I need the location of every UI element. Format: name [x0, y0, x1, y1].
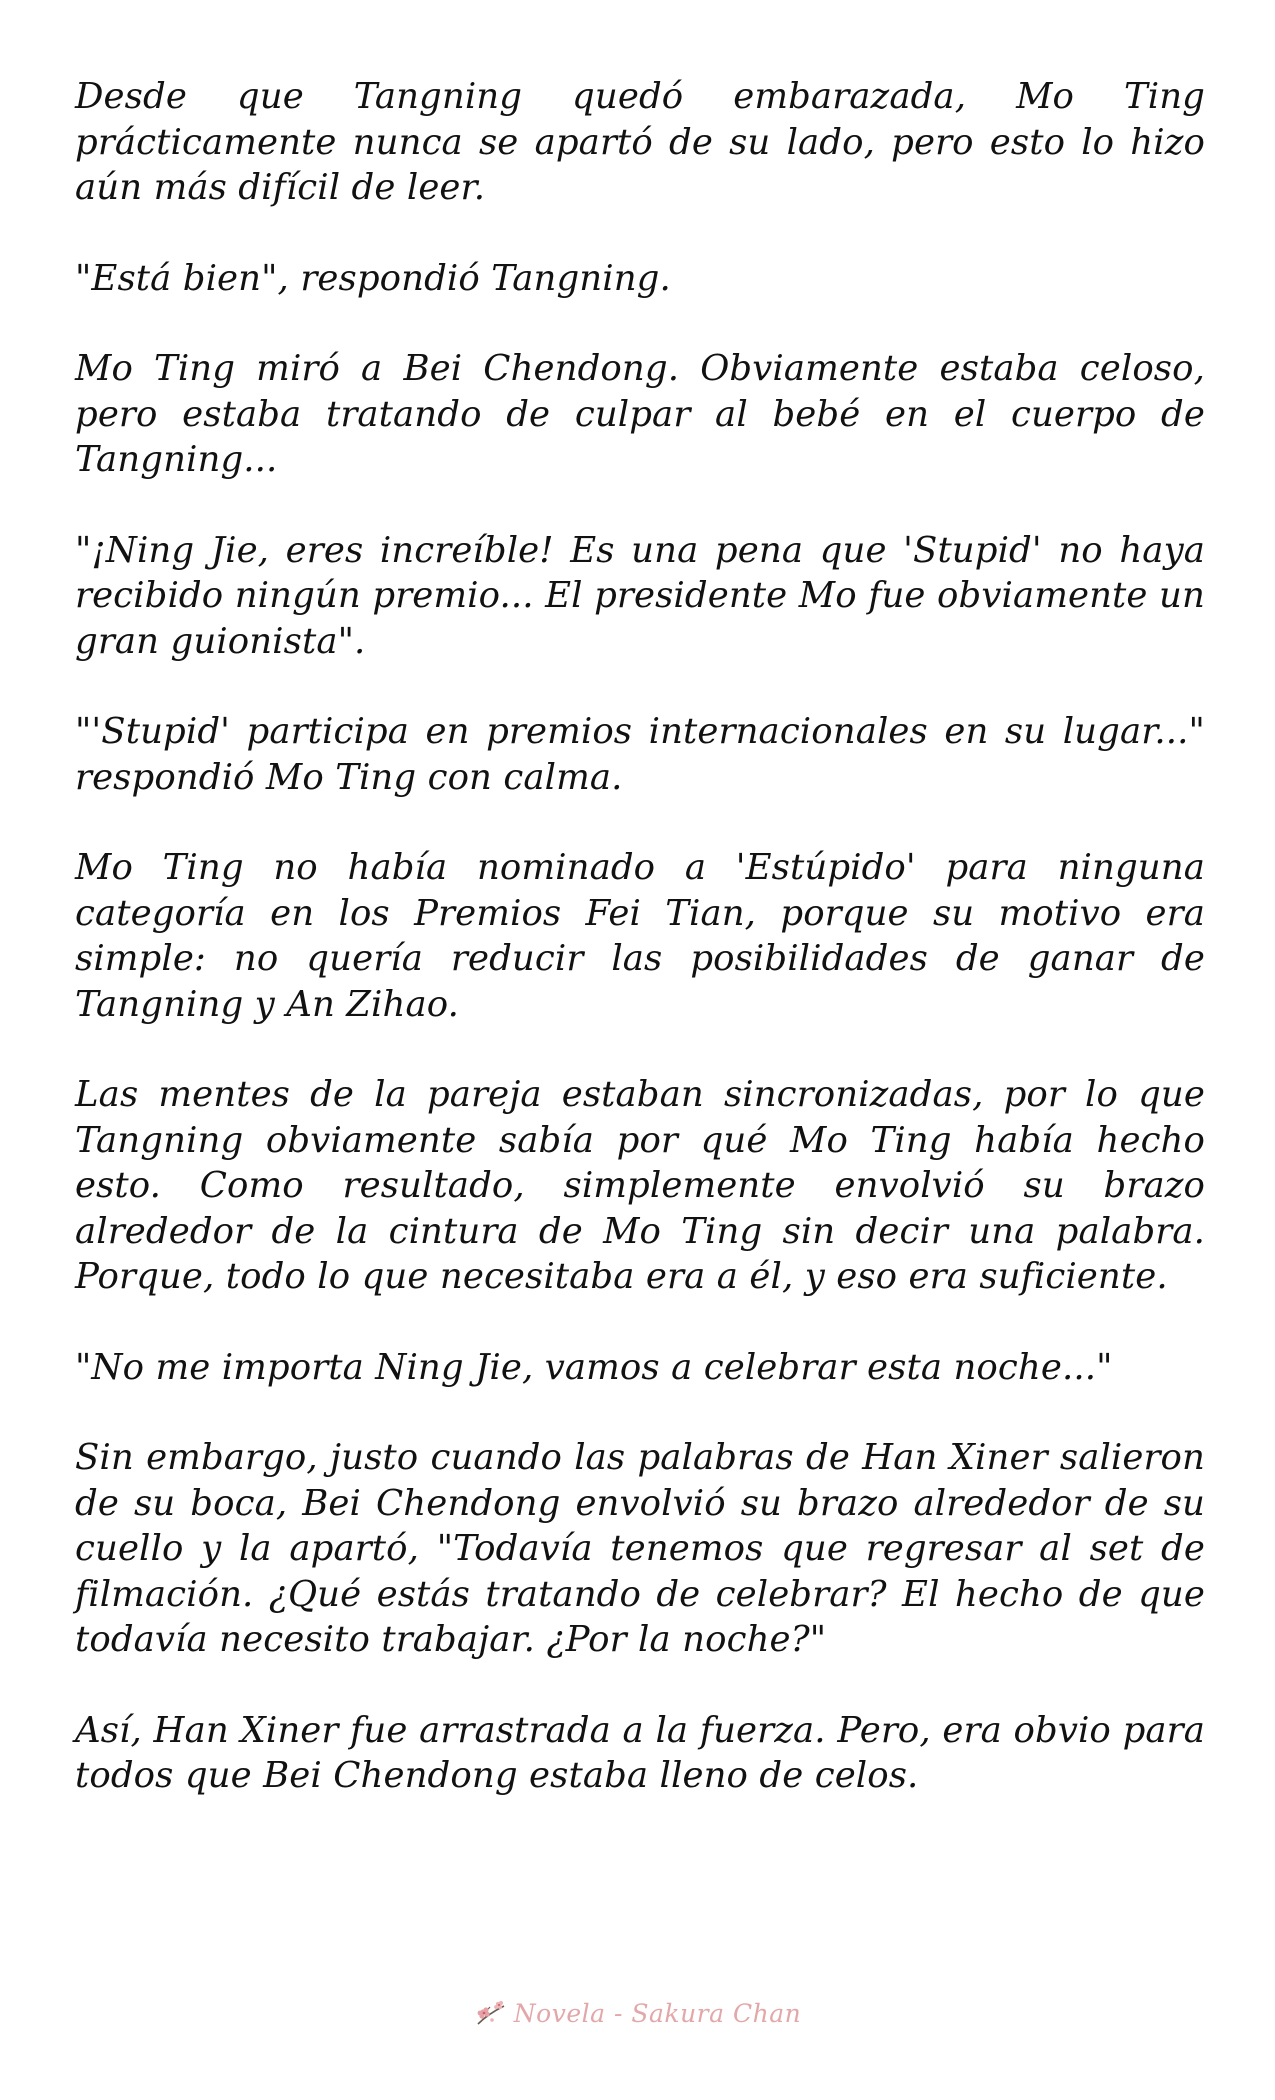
paragraph-5: "'Stupid' participa en premios internacionales en su lugar..." respondió Mo Ting con calma. [75, 711, 1205, 798]
cherry-blossom-icon [474, 1998, 508, 2028]
paragraph-10: Así, Han Xiner fue arrastrada a la fuerza. Pero, era obvio para todos que Bei Chendong estaba lleno de celos. [75, 1709, 1205, 1796]
paragraph-1: Desde que Tangning quedó embarazada, Mo Ting prácticamente nunca se apartó de su lado, pero esto lo hizo aún más difícil de leer. [75, 76, 1205, 208]
paragraph-6: Mo Ting no había nominado a 'Estúpido' para ninguna categoría en los Premios Fei Tian, porque su motivo era simple: no quería reducir las posibilidades de ganar de Tangning y An Zihao. [75, 847, 1205, 1025]
paragraph-7: Las mentes de la pareja estaban sincronizadas, por lo que Tangning obviamente sabía por qué Mo Ting había hecho esto. Como resultado, simplemente envolvió su brazo alrededor de la cintura de Mo Ting sin decir una palabra. Porque, todo lo que necesitaba era a él, y eso era suficiente. [75, 1074, 1205, 1297]
paragraph-2: "Está bien", respondió Tangning. [75, 257, 671, 299]
paragraph-9: Sin embargo, justo cuando las palabras de Han Xiner salieron de su boca, Bei Chendong envolvió su brazo alrededor de su cuello y la apartó, "Todavía tenemos que regresar al set de filmación. ¿Qué estás tratando de celebrar? El hecho de que todavía necesito trabajar. ¿Por la noche?" [75, 1437, 1205, 1660]
footer-watermark [0, 1998, 1275, 2028]
paragraph-3: Mo Ting miró a Bei Chendong. Obviamente estaba celoso, pero estaba tratando de culpar al bebé en el cuerpo de Tangning... [75, 348, 1205, 480]
footer-text: Novela - Sakura Chan [513, 1998, 802, 2028]
paragraph-8: "No me importa Ning Jie, vamos a celebrar esta noche..." [75, 1346, 1113, 1388]
document-body [75, 74, 1205, 1844]
footer-inner [474, 1998, 801, 2028]
paragraph-4: "¡Ning Jie, eres increíble! Es una pena que 'Stupid' no haya recibido ningún premio... El presidente Mo fue obviamente un gran guionista". [75, 529, 1205, 662]
